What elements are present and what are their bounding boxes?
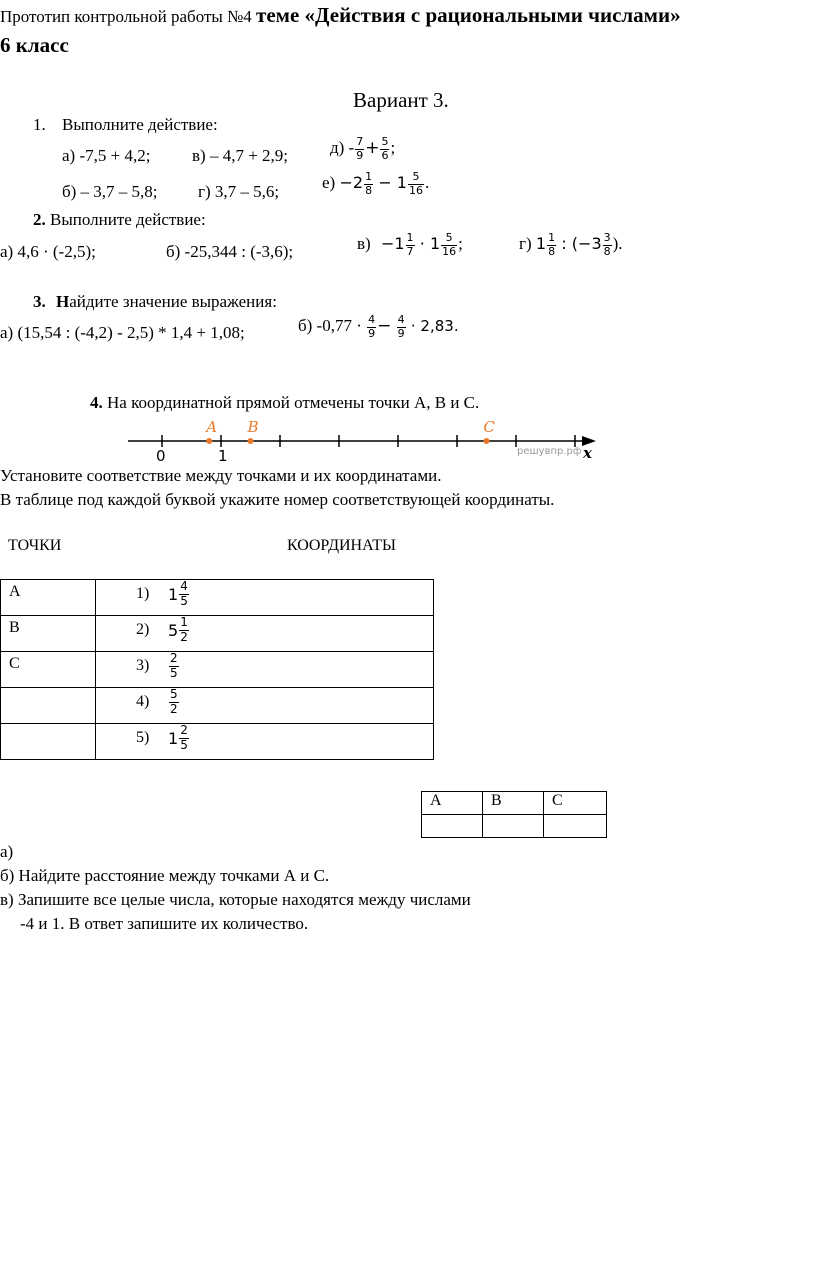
task1-item-v: в) – 4,7 + 2,9; bbox=[192, 146, 288, 165]
task2-item-v bbox=[357, 232, 463, 258]
coordinate-cell bbox=[96, 688, 434, 724]
whole-part: 1 bbox=[168, 584, 179, 604]
option-number: 3) bbox=[136, 657, 150, 675]
task1-d-label: д) - bbox=[330, 138, 355, 158]
multiply-whole: · 1 bbox=[419, 234, 441, 254]
task1-item-b: б) – 3,7 – 5,8; bbox=[62, 182, 158, 201]
fraction-numerator: 3 bbox=[603, 231, 611, 244]
tail-v-line1: в) Запишите все целые числа, которые находятся между числами bbox=[0, 890, 471, 909]
point-cell bbox=[1, 724, 96, 760]
task4-number: 4. bbox=[90, 393, 103, 412]
fraction-denominator: 9 bbox=[368, 326, 376, 340]
task1-number: 1. bbox=[33, 115, 46, 134]
task3-item-a: а) (15,54 : (-4,2) - 2,5) * 1,4 + 1,08; bbox=[0, 323, 245, 342]
fraction-numerator: 4 bbox=[368, 313, 376, 326]
axis-zero-label: 0 bbox=[156, 447, 166, 464]
tail-a: а) bbox=[0, 842, 14, 861]
grade-label: 6 класс bbox=[0, 33, 69, 57]
task2-g-label: г) bbox=[519, 234, 532, 254]
fraction-numerator: 7 bbox=[356, 135, 364, 148]
coordinate-line bbox=[120, 414, 600, 464]
tail-b: б) Найдите расстояние между точками А и С. bbox=[0, 866, 330, 885]
task2-title bbox=[33, 210, 206, 230]
axis-x-label: x bbox=[583, 444, 592, 462]
fraction-denominator: 16 bbox=[408, 183, 423, 197]
fraction bbox=[364, 171, 373, 197]
task2-item-a: а) 4,6 · (-2,5); bbox=[0, 242, 96, 261]
table-row bbox=[1, 616, 434, 652]
fraction-numerator: 1 bbox=[365, 170, 373, 183]
closing: ). bbox=[612, 234, 623, 254]
fraction-numerator: 5 bbox=[381, 135, 389, 148]
task2-item-b: б) -25,344 : (-3,6); bbox=[166, 242, 294, 261]
task1-item-a: а) -7,5 + 4,2; bbox=[62, 146, 151, 165]
fraction-denominator: 8 bbox=[365, 183, 373, 197]
task3-bold-letter: Н bbox=[56, 292, 70, 311]
task2-item-g bbox=[519, 232, 623, 258]
coordinate-cell bbox=[96, 724, 434, 760]
task2-text: Выполните действие: bbox=[45, 210, 206, 229]
point-a-marker bbox=[206, 438, 212, 444]
fraction bbox=[355, 136, 364, 162]
fraction-denominator: 5 bbox=[180, 737, 188, 752]
point-b-label: B bbox=[247, 418, 259, 436]
division-part: : (−3 bbox=[561, 234, 602, 254]
variant-heading: Вариант 3. bbox=[353, 88, 449, 112]
fraction bbox=[441, 232, 457, 258]
fraction-denominator: 9 bbox=[356, 148, 364, 162]
whole-part: 1 bbox=[535, 234, 547, 254]
fraction bbox=[179, 616, 189, 645]
fraction-numerator: 4 bbox=[180, 579, 188, 593]
point-a-label: A bbox=[206, 418, 218, 436]
coordinate-cell bbox=[96, 580, 434, 616]
fraction-numerator: 2 bbox=[170, 651, 178, 665]
answer-header-a: А bbox=[422, 792, 483, 815]
answer-cell-c[interactable] bbox=[544, 815, 607, 838]
task1-item-e bbox=[322, 171, 429, 197]
fraction-numerator: 1 bbox=[406, 231, 414, 244]
fraction-denominator: 16 bbox=[442, 244, 457, 258]
col-points-header: ТОЧКИ bbox=[8, 537, 62, 554]
document-title bbox=[0, 3, 681, 28]
fraction-denominator: 5 bbox=[180, 593, 188, 608]
fraction-denominator: 8 bbox=[548, 244, 556, 258]
fraction-numerator: 5 bbox=[170, 687, 178, 701]
fraction bbox=[380, 136, 389, 162]
option-number: 4) bbox=[136, 693, 150, 711]
fraction bbox=[179, 580, 189, 609]
task1-title bbox=[33, 115, 218, 135]
whole-part: −1 bbox=[380, 234, 405, 254]
task4-instruction-1: Установите соответствие между точками и их координатами. bbox=[0, 466, 442, 485]
fraction bbox=[169, 688, 179, 717]
fraction-numerator: 5 bbox=[441, 232, 457, 246]
fraction-numerator: 5 bbox=[408, 171, 424, 185]
task1-item-g: г) 3,7 – 5,6; bbox=[198, 182, 280, 201]
answer-cell-b[interactable] bbox=[483, 815, 544, 838]
point-c-marker bbox=[484, 438, 490, 444]
task1-e-label: е) bbox=[322, 173, 336, 193]
fraction-denominator: 8 bbox=[603, 244, 611, 258]
option-number: 5) bbox=[136, 729, 150, 747]
task2-v-label: в) bbox=[357, 234, 371, 254]
task2-number: 2. bbox=[33, 210, 46, 229]
task3-title bbox=[33, 292, 277, 312]
fraction-numerator: 1 bbox=[180, 615, 188, 629]
answer-header-c: С bbox=[544, 792, 607, 815]
answer-table bbox=[421, 791, 607, 838]
coordinate-cell bbox=[96, 616, 434, 652]
answer-cell-a[interactable] bbox=[422, 815, 483, 838]
option-number: 2) bbox=[136, 621, 150, 639]
expression-end: · 2,83. bbox=[410, 317, 459, 336]
title-prefix: Прототип контрольной работы №4 bbox=[0, 7, 257, 26]
table-row bbox=[1, 652, 434, 688]
fraction-numerator: 4 bbox=[397, 313, 405, 326]
fraction bbox=[367, 314, 376, 340]
task3-text: айдите значение выражения: bbox=[69, 292, 277, 311]
minus-whole: − 1 bbox=[378, 173, 407, 193]
fraction bbox=[408, 171, 424, 197]
option-number: 1) bbox=[136, 585, 150, 603]
semicolon: ; bbox=[458, 234, 463, 254]
fraction-numerator: 1 bbox=[548, 231, 556, 244]
period: . bbox=[424, 173, 430, 193]
axis-one-label: 1 bbox=[218, 447, 228, 464]
title-bold: теме «Действия с рациональными числами» bbox=[256, 3, 681, 27]
matching-table bbox=[0, 579, 434, 760]
plus-sign: + bbox=[365, 138, 380, 159]
task3-b-label: б) -0,77 · bbox=[298, 316, 362, 336]
fraction-numerator: 2 bbox=[180, 723, 188, 737]
point-cell: В bbox=[1, 616, 96, 652]
whole-part: −2 bbox=[339, 173, 364, 193]
fraction-denominator: 6 bbox=[381, 148, 389, 162]
task4-text: На координатной прямой отмечены точки А, В и С. bbox=[102, 393, 480, 412]
table-row bbox=[1, 580, 434, 616]
fraction-denominator: 2 bbox=[180, 629, 188, 644]
point-cell: С bbox=[1, 652, 96, 688]
fraction bbox=[603, 232, 612, 258]
table-row bbox=[1, 724, 434, 760]
col-coords-header: КООРДИНАТЫ bbox=[287, 537, 396, 554]
whole-part: 1 bbox=[168, 728, 179, 748]
answer-header-b: В bbox=[483, 792, 544, 815]
task3-number: 3. bbox=[33, 292, 46, 311]
fraction-denominator: 5 bbox=[170, 665, 178, 680]
fraction-denominator: 7 bbox=[406, 244, 414, 258]
fraction bbox=[179, 724, 189, 753]
fraction bbox=[547, 232, 556, 258]
point-c-label: C bbox=[483, 418, 495, 436]
point-cell bbox=[1, 688, 96, 724]
fraction bbox=[397, 314, 406, 340]
fraction-denominator: 9 bbox=[397, 326, 405, 340]
point-b-marker bbox=[248, 438, 254, 444]
semicolon: ; bbox=[390, 138, 396, 158]
fraction-denominator: 2 bbox=[170, 701, 178, 716]
task1-item-d bbox=[330, 136, 395, 162]
task3-item-b bbox=[298, 314, 459, 340]
minus-sign: − bbox=[377, 316, 392, 337]
whole-part: 5 bbox=[168, 620, 179, 640]
tail-v-line2: -4 и 1. В ответ запишите их количество. bbox=[20, 914, 309, 933]
task4-instruction-2: В таблице под каждой буквой укажите номер соответствующей координаты. bbox=[0, 490, 555, 509]
fraction bbox=[406, 232, 415, 258]
task1-text: Выполните действие: bbox=[62, 115, 218, 134]
fraction bbox=[169, 652, 179, 681]
coordinate-cell bbox=[96, 652, 434, 688]
watermark: решувпр.рф bbox=[517, 446, 582, 457]
point-cell: А bbox=[1, 580, 96, 616]
task4-title bbox=[90, 393, 479, 413]
table-row bbox=[1, 688, 434, 724]
